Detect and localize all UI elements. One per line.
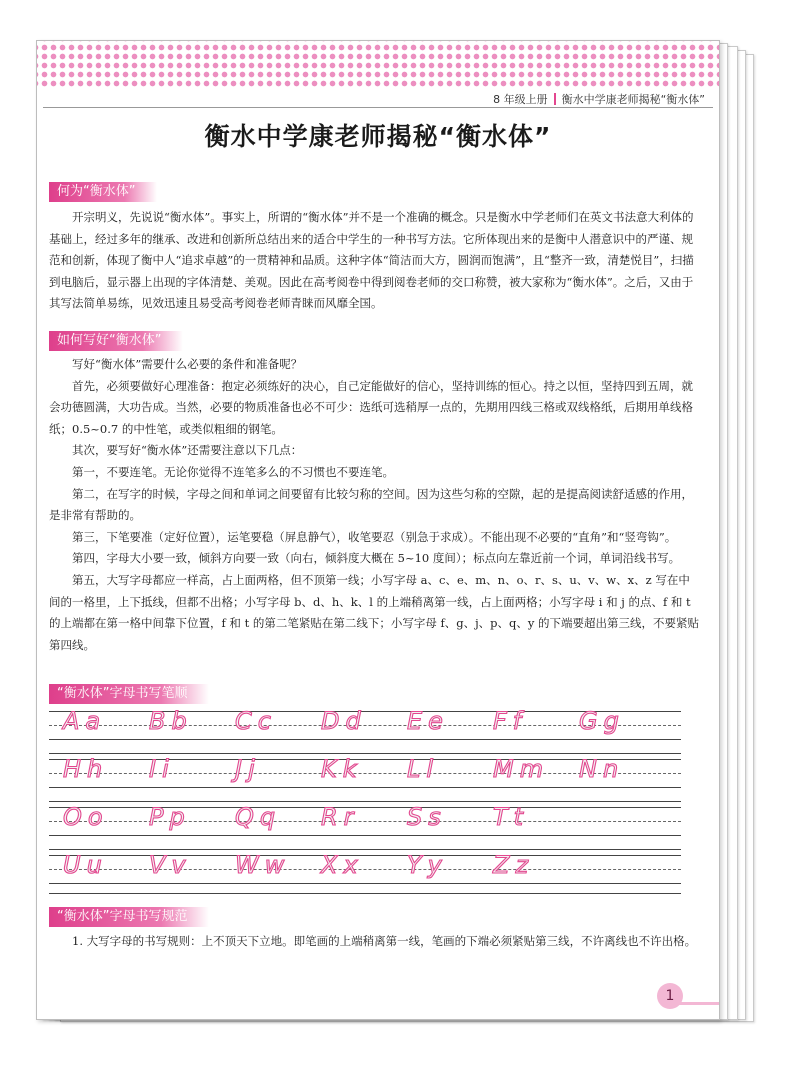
paragraph: 写好“衡水体”需要什么必要的条件和准备呢？ <box>72 357 303 371</box>
letter-pair: Pp <box>149 803 191 831</box>
header-divider <box>554 93 556 105</box>
letter-pair: Bb <box>149 707 193 735</box>
section-heading-stroke-order: “衡水体”字母书写笔顺 <box>49 684 209 704</box>
alphabet-row-4 <box>49 851 681 901</box>
letter-pair: Aa <box>63 707 107 735</box>
dot-pattern-header <box>37 41 719 89</box>
header-rule <box>43 107 713 108</box>
letter-pair: Vv <box>149 851 192 879</box>
letter-pair: Tt <box>493 803 530 831</box>
series-label: 衡水中学康老师揭秘“衡水体” <box>561 93 705 106</box>
page-number: 1 <box>657 983 683 1009</box>
alphabet-row-3 <box>49 803 681 853</box>
book-page <box>36 40 720 1020</box>
paragraph: 第四，字母大小要一致，倾斜方向要一致（向右，倾斜度大概在 5~10 度间）；标点向左靠近前一个词，单词沿线书写。 <box>72 551 681 566</box>
paragraph: 其次，要写好“衡水体”还需要注意以下几点： <box>72 443 303 458</box>
page-title: 衡水中学康老师揭秘“衡水体” <box>204 122 552 151</box>
alphabet-row-1 <box>49 707 681 757</box>
letter-pair: Oo <box>63 803 109 831</box>
paragraph: 第一，不要连笔。无论你觉得不连笔多么的不习惯也不要连笔。 <box>72 464 394 479</box>
paragraph: 第五，大写字母都应一样高，占上面两格，但不顶第一线；小写字母 a、c、e、m、n、o、r、s、u、v、w、x、z 写在中间的一格里，上下抵线，但都不出格；小写字母 b、d、h、k、l 的上端稍离第一线，占上面两格；小写字母 i 和 j 的点、f 和 t 的上端都在第一格中间靠下位置，f 和 t 的第二笔紧贴在第二线下；小写字母 f、g、j、p、q、y 的下端要超出第三线，不要紧贴第四线。 <box>49 572 700 652</box>
letter-pair: Uu <box>63 851 108 879</box>
paragraph: 1. 大写字母的书写规则：上不顶天下立地。即笔画的上端稍离第一线，笔画的下端必须紧贴第三线，不许离线也不许出格。 <box>72 934 697 948</box>
letter-pair: Ii <box>149 755 175 783</box>
letter-pair: Nn <box>579 755 625 783</box>
letter-pair: Ee <box>407 707 449 735</box>
letter-pair: Kk <box>321 755 363 783</box>
letter-pair: Ff <box>493 707 528 735</box>
letter-pair: Qq <box>235 803 282 831</box>
footer-edge <box>679 1002 719 1005</box>
section-heading-standards: “衡水体”字母书写规范 <box>49 907 209 927</box>
letter-pair: Xx <box>321 851 364 879</box>
section-heading-what: 何为“衡水体” <box>49 182 157 202</box>
letter-pair: Mm <box>493 755 550 783</box>
section-heading-how: 如何写好“衡水体” <box>49 331 183 351</box>
section-body-standards <box>49 931 701 953</box>
letter-pair: Cc <box>235 707 277 735</box>
letter-pair: Gg <box>579 707 625 735</box>
paragraph: 第三，下笔要准（定好位置），运笔要稳（屏息静气），收笔要忍（别急于求成）。不能出现不必要的“直角”和“竖弯钩”。 <box>72 529 677 544</box>
alphabet-row-2 <box>49 755 681 805</box>
letter-pair: Ll <box>407 755 440 783</box>
paragraph: 首先，必须要做好心理准备：抱定必须练好的决心，自己定能做好的信心，坚持训练的恒心。持之以恒，坚持四到五周，就会功德圆满，大功告成。当然，必要的物质准备也必不可少：选纸可选稍厚一点的，先期用四线三格或双线格纸，后期用单线格纸；0.5~0.7 的中性笔，或类似粗细的钢笔。 <box>49 378 693 436</box>
letter-pair: Yy <box>407 851 448 879</box>
section-body-what <box>49 207 701 315</box>
alphabet-stroke-grid <box>49 707 681 893</box>
paragraph: 开宗明义，先说说“衡水体”。事实上，所谓的“衡水体”并不是一个准确的概念。只是衡水中学老师们在英文书法意大利体的基础上，经过多年的继承、改进和创新所总结出来的适合中学生的一种书写方法。它所体现出来的是衡中人潜意识中的严谨、规范和创新，体现了衡中人“追求卓越”的一贯精神和品质。这种字体“简洁而大方，圆润而饱满”，且“整齐一致，清楚悦目”，扫描到电脑后，显示器上出现的字体清楚、美观。因此在高考阅卷中得到阅卷老师的交口称赞，被大家称为“衡水体”。之后，又由于其写法简单易练，见效迅速且易受高考阅卷老师青睐而风靡全国。 <box>49 210 694 311</box>
section-body-how <box>49 354 701 656</box>
paragraph: 第二，在写字的时候，字母之间和单词之间要留有比较匀称的空间。因为这些匀称的空隙，起的是提高阅读舒适感的作用，是非常有帮助的。 <box>49 486 693 523</box>
letter-pair: Jj <box>235 755 261 783</box>
letter-pair: Dd <box>321 707 367 735</box>
grade-label: 8 年级上册 <box>493 93 548 106</box>
letter-pair: Rr <box>321 803 360 831</box>
letter-pair: Zz <box>493 851 535 879</box>
letter-pair: Hh <box>63 755 109 783</box>
running-header <box>493 91 705 107</box>
letter-pair: Ww <box>235 851 291 879</box>
letter-pair: Ss <box>407 803 447 831</box>
